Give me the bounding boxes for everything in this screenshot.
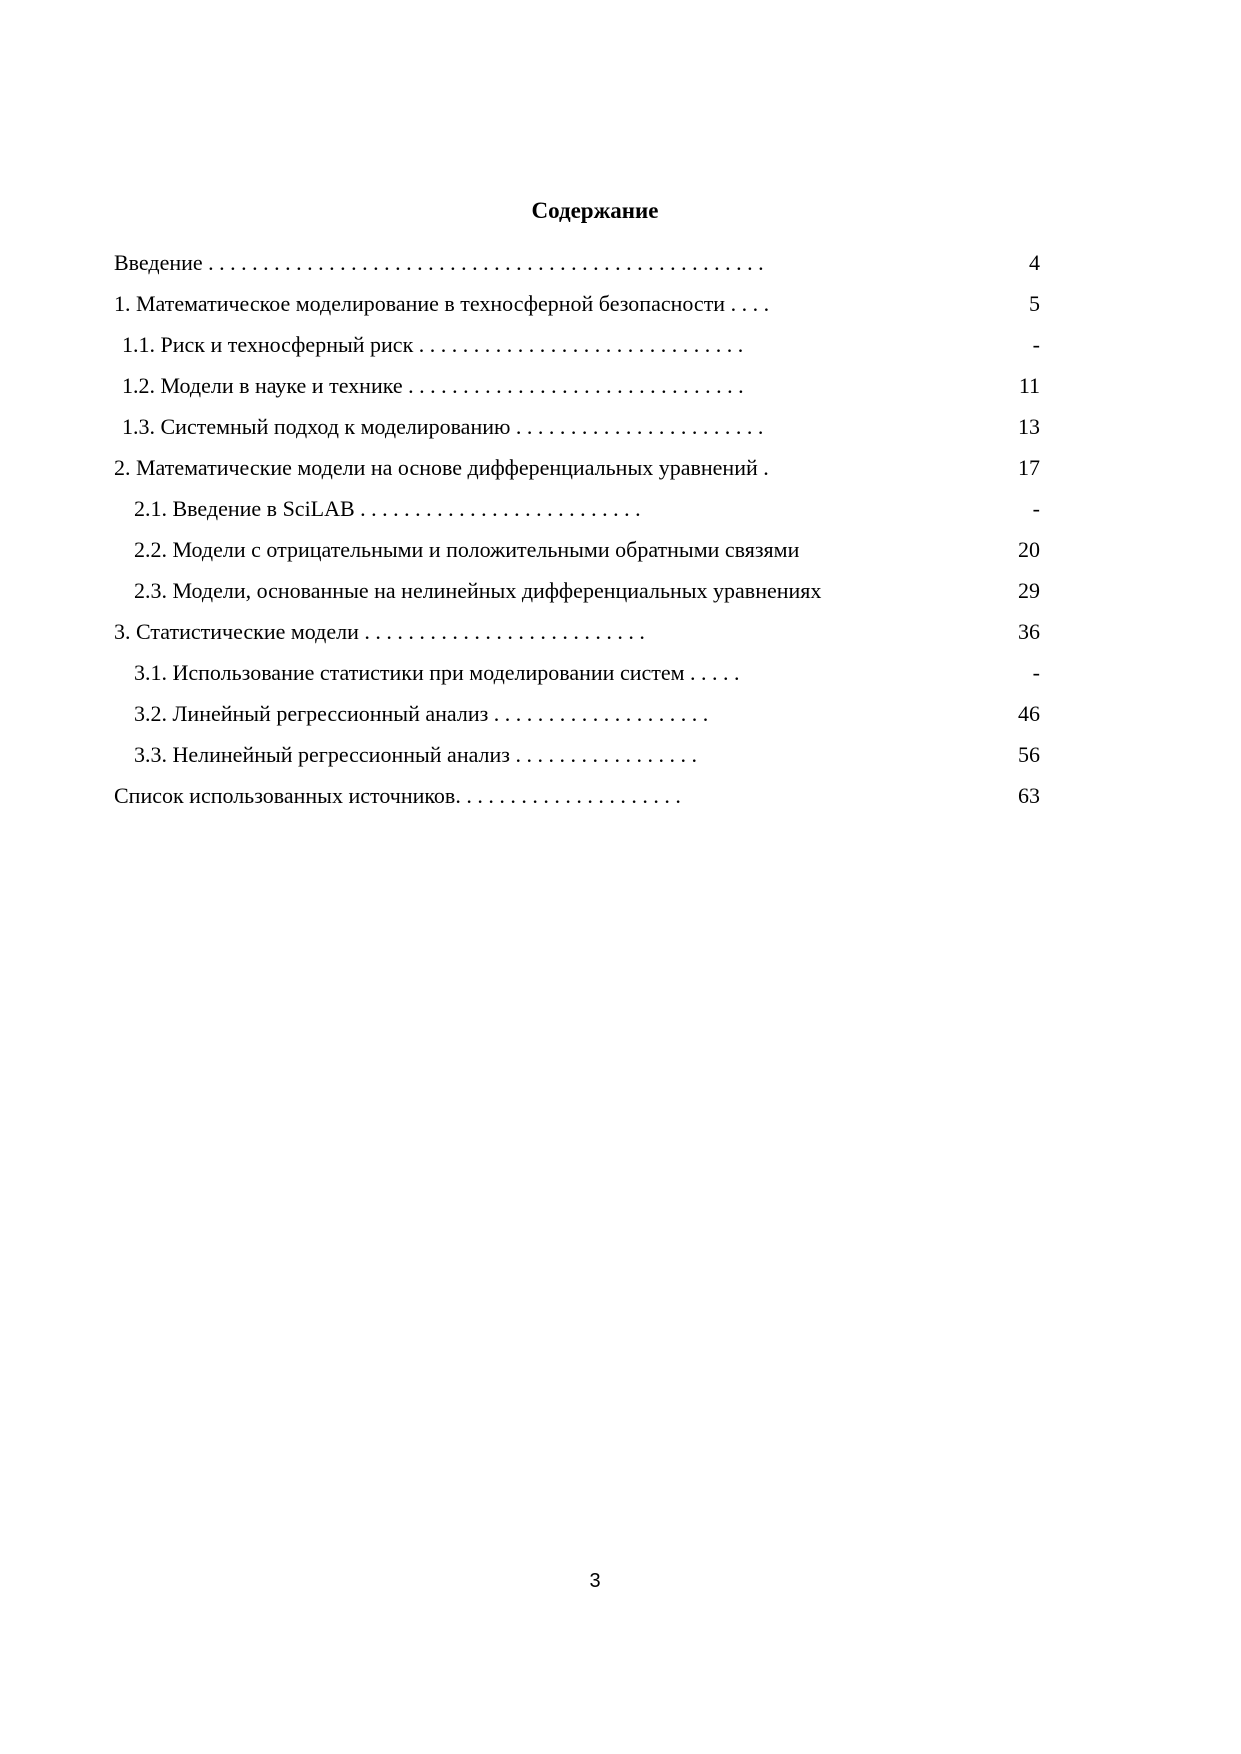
toc-entry — [114, 248, 1040, 289]
toc-entry — [114, 658, 1040, 699]
toc-entry-page: 17 — [1018, 455, 1040, 480]
toc-entry — [114, 535, 1040, 576]
toc-entry-page: 29 — [1018, 578, 1040, 603]
toc-entry-text: Список использованных источников. . . . . . . . . . . . . . . . . . . . . — [114, 783, 681, 808]
toc-entry-page: 46 — [1018, 701, 1040, 726]
toc-entry — [114, 617, 1040, 658]
toc-entry-text: 3.2. Линейный регрессионный анализ . . . . . . . . . . . . . . . . . . . . — [134, 701, 709, 726]
toc-entry — [114, 453, 1040, 494]
toc-entry-text: 1.3. Системный подход к моделированию . . . . . . . . . . . . . . . . . . . . . . . — [122, 414, 764, 439]
toc-entry-page: - — [1032, 496, 1040, 521]
toc-entry-text: 3.3. Нелинейный регрессионный анализ . . . . . . . . . . . . . . . . . — [134, 742, 697, 767]
toc-entry-text: 1.2. Модели в науке и технике . . . . . . . . . . . . . . . . . . . . . . . . . . . . . . . — [122, 373, 744, 398]
toc-entry-text: Введение . . . . . . . . . . . . . . . . . . . . . . . . . . . . . . . . . . . . . . . . . . . . . . . . . . . — [114, 250, 764, 275]
toc-entry-text: 2.3. Модели, основанные на нелинейных дифференциальных уравнениях — [134, 578, 822, 603]
toc-title: Содержание — [531, 198, 659, 223]
toc-entry-page: 4 — [1029, 250, 1040, 275]
toc-entry-text: 2.2. Модели с отрицательными и положительными обратными связями — [134, 537, 800, 562]
toc-entry-page: 56 — [1018, 742, 1040, 767]
toc-entry-page: 13 — [1018, 414, 1040, 439]
toc-entry — [114, 699, 1040, 740]
toc-entry-text: 1. Математическое моделирование в техносферной безопасности . . . . — [114, 291, 770, 316]
toc-entry-text: 2.1. Введение в SciLAB . . . . . . . . . . . . . . . . . . . . . . . . . . — [134, 496, 641, 521]
toc-entry — [114, 412, 1040, 453]
toc-entry-page: 20 — [1018, 537, 1040, 562]
toc-entry-text: 2. Математические модели на основе дифференциальных уравнений . — [114, 455, 769, 480]
toc-entry — [114, 289, 1040, 330]
toc-entry — [114, 781, 1040, 822]
toc-entry-page: 63 — [1018, 783, 1040, 808]
toc-entry-text: 3.1. Использование статистики при моделировании систем . . . . . — [134, 660, 740, 685]
toc-entry-text: 3. Статистические модели . . . . . . . . . . . . . . . . . . . . . . . . . . — [114, 619, 645, 644]
toc-entry-page: - — [1032, 332, 1040, 357]
toc-list — [114, 248, 1040, 822]
toc-entry-text: 1.1. Риск и техносферный риск . . . . . . . . . . . . . . . . . . . . . . . . . . . . . . — [122, 332, 744, 357]
toc-entry — [114, 371, 1040, 412]
toc-entry — [114, 494, 1040, 535]
toc-entry — [114, 330, 1040, 371]
page-number: 3 — [589, 1570, 601, 1592]
toc-entry-page: 5 — [1029, 291, 1040, 316]
toc-entry-page: 36 — [1018, 619, 1040, 644]
toc-entry — [114, 740, 1040, 781]
toc-entry-page: - — [1032, 660, 1040, 685]
toc-entry — [114, 576, 1040, 617]
toc-entry-page: 11 — [1018, 373, 1040, 398]
